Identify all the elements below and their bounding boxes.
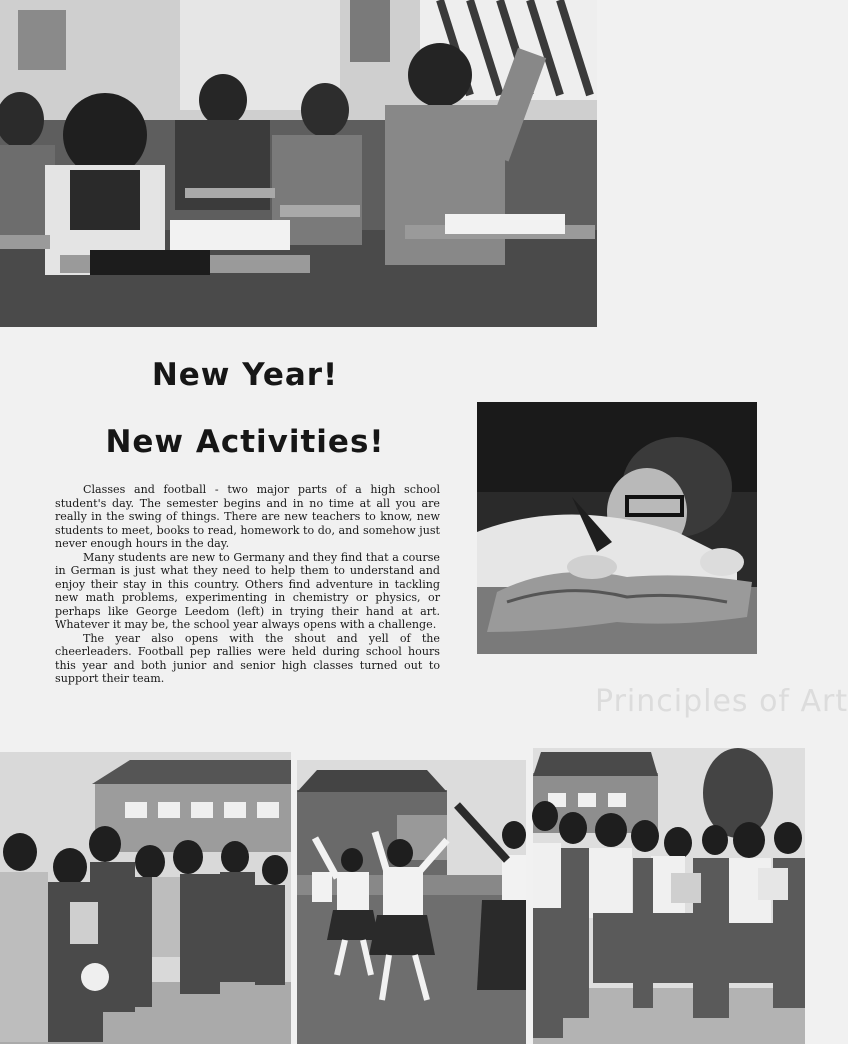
- headline-line-1: New Year!: [151, 357, 339, 393]
- crowd-photo-left: [0, 752, 291, 1044]
- headline-line-2: New Activities!: [105, 424, 385, 460]
- cheerleaders-photo: [297, 760, 526, 1044]
- crowd-photo-right: [533, 748, 805, 1044]
- classroom-photo: [0, 0, 597, 327]
- article-body: [55, 483, 440, 686]
- article-paragraph: Many students are new to Germany and they find that a course in German is just what they need to help them to understand and enjoy their stay in this country. Others find adventure in tackling new math problems, experimenting in chemistry or physics, or perhaps like George Leedom (left) in trying their hand at art. Whatever it may be, the school year always opens with a challenge.: [55, 550, 440, 631]
- art-student-photo: [477, 402, 757, 654]
- show-through-text: Principles of Art: [595, 684, 848, 719]
- article-paragraph: The year also opens with the shout and yell of the cheerleaders. Football pep rallies were held during school hours this year and both junior and senior high classes turned out to support their team.: [55, 631, 440, 685]
- article-paragraph: Classes and football - two major parts of a high school student's day. The semester begins and in no time at all you are really in the swing of things. There are new teachers to know, new students to meet, books to read, homework to do, and somehow just never enough hours in the day.: [55, 483, 440, 550]
